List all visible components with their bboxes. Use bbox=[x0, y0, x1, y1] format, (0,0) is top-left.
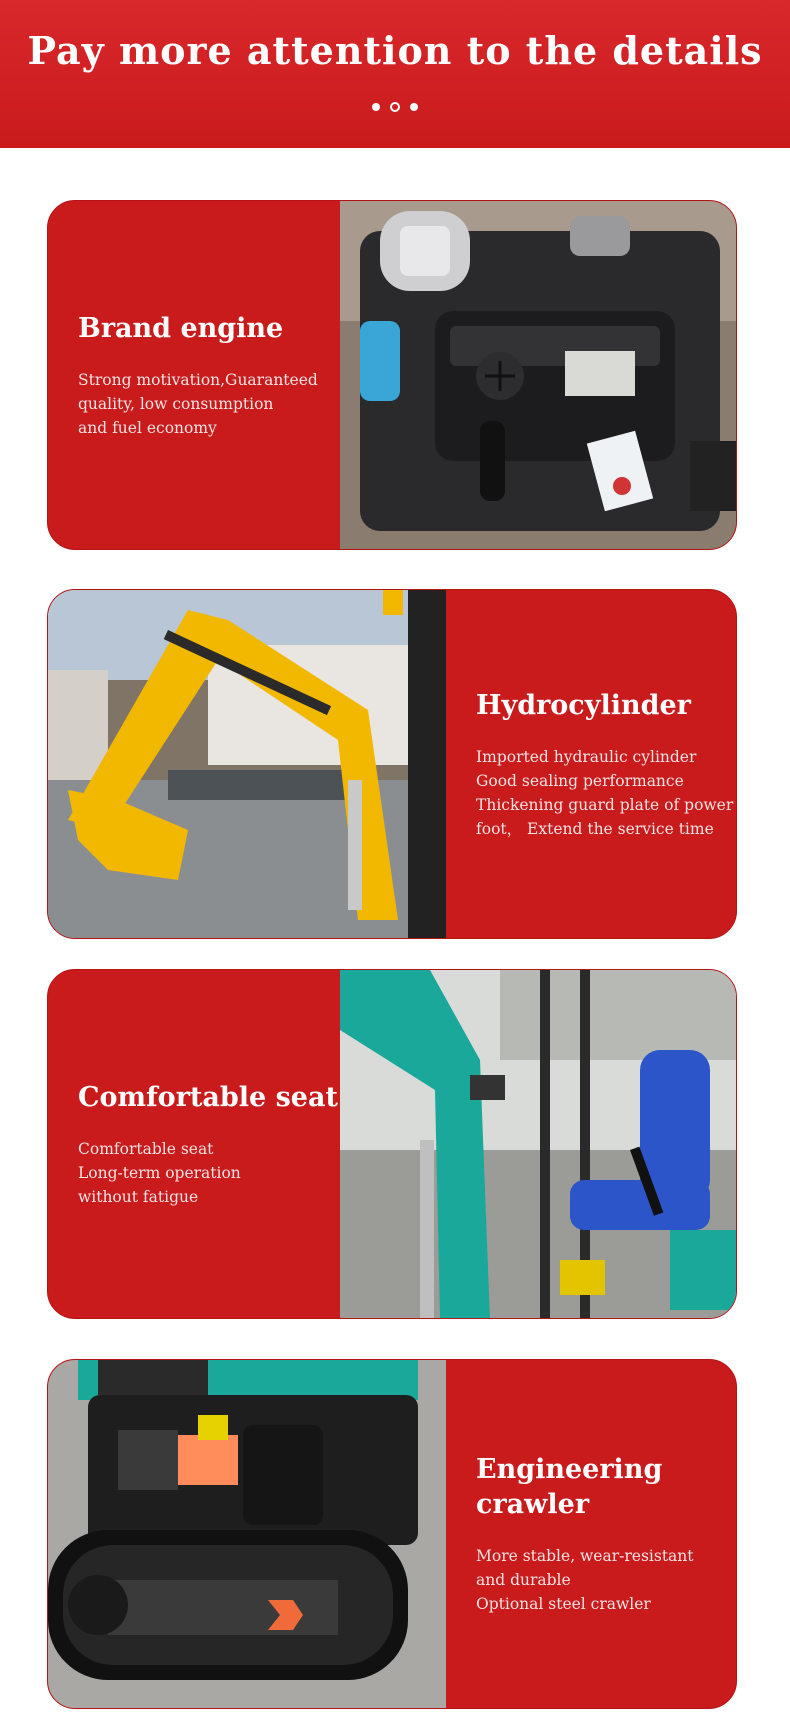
engine-photo bbox=[340, 201, 737, 549]
feature-line: quality, low consumption bbox=[78, 394, 274, 413]
crawler-photo bbox=[48, 1360, 446, 1708]
feature-title: Hydrocylinder bbox=[476, 689, 691, 721]
feature-line: Good sealing performance bbox=[476, 771, 684, 790]
feature-text bbox=[78, 201, 348, 549]
feature-line: without fatigue bbox=[78, 1187, 199, 1206]
decorative-dots bbox=[0, 96, 790, 115]
feature-card-brand-engine bbox=[47, 200, 737, 550]
feature-text bbox=[476, 590, 737, 938]
feature-line: More stable, wear-resistant bbox=[476, 1547, 694, 1565]
feature-title bbox=[476, 1452, 737, 1522]
feature-card-engineering-crawler bbox=[47, 1359, 737, 1709]
feature-title: Comfortable seat bbox=[78, 1081, 338, 1113]
feature-line: Optional steel crawler bbox=[476, 1595, 651, 1613]
feature-line: Comfortable seat bbox=[78, 1139, 214, 1158]
seat-photo bbox=[340, 970, 737, 1318]
ring-dot-icon bbox=[390, 102, 400, 112]
feature-title: Brand engine bbox=[78, 312, 284, 344]
page-title: Pay more attention to the details bbox=[27, 28, 763, 73]
feature-text bbox=[476, 1360, 737, 1708]
hydraulic-arm-photo bbox=[48, 590, 446, 938]
dot-icon bbox=[410, 103, 418, 111]
dot-icon bbox=[372, 103, 380, 111]
feature-title-line: Engineering bbox=[476, 1454, 663, 1485]
feature-line: Long-term operation bbox=[78, 1163, 241, 1182]
feature-card-comfortable-seat bbox=[47, 969, 737, 1319]
feature-line: Strong motivation,Guaranteed bbox=[78, 370, 318, 389]
feature-line: Thickening guard plate of power bbox=[476, 795, 734, 814]
feature-line: and fuel economy bbox=[78, 418, 217, 437]
feature-card-hydrocylinder bbox=[47, 589, 737, 939]
feature-line: foot， Extend the service time bbox=[476, 819, 714, 838]
feature-line: and durable bbox=[476, 1571, 571, 1589]
feature-title-line: crawler bbox=[476, 1489, 590, 1520]
feature-text bbox=[78, 970, 348, 1318]
page-header bbox=[0, 0, 790, 148]
feature-line: Imported hydraulic cylinder bbox=[476, 747, 697, 766]
